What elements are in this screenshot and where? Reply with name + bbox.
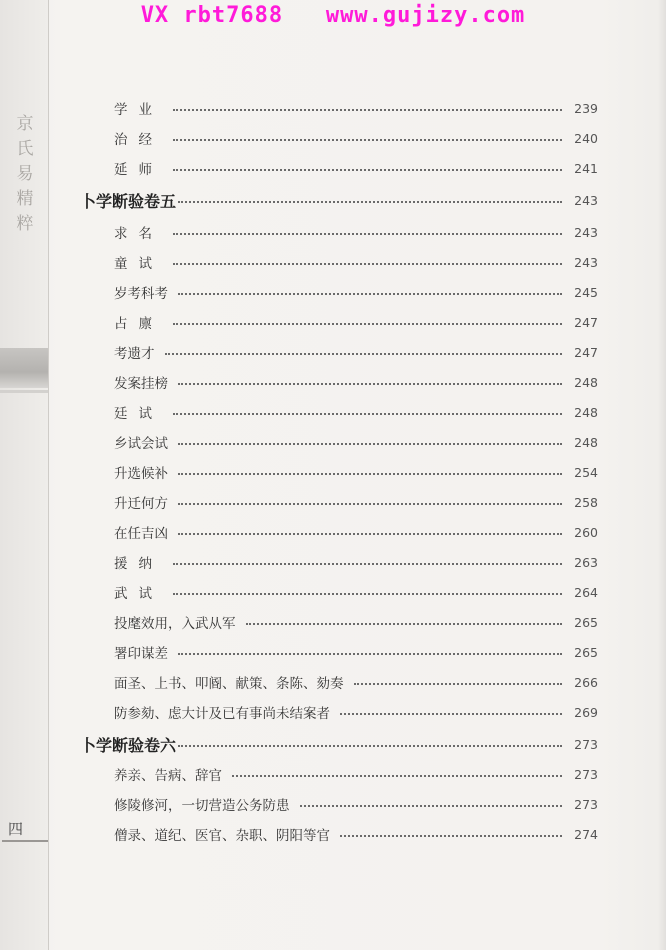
toc-entry-title: 升选候补	[114, 466, 168, 482]
toc-entry-page-number: 269	[574, 704, 598, 720]
watermark-text: VX rbt7688 www.gujizy.com	[140, 3, 526, 28]
toc-entry-page-number: 240	[574, 130, 598, 146]
toc-entry-title: 修陵修河，一切营造公务防患	[114, 798, 290, 814]
toc-entry	[114, 522, 598, 542]
toc-entry-title: 乡试会试	[114, 436, 168, 452]
book-title-char: 易	[16, 164, 34, 184]
toc-entry	[114, 764, 598, 784]
toc-section-heading	[80, 734, 598, 754]
dot-leader	[178, 533, 562, 535]
toc-entry-title: 童试	[114, 256, 163, 272]
toc-entry-title: 署印谋差	[114, 646, 168, 662]
toc-entry	[114, 372, 598, 392]
toc-entry-title: 卜学断验卷六	[80, 735, 177, 755]
toc-entry-title: 卜学断验卷五	[80, 191, 177, 211]
book-title-char: 粹	[16, 214, 34, 234]
toc-entry	[114, 462, 598, 482]
dot-leader	[232, 775, 562, 777]
dot-leader	[340, 835, 562, 837]
toc-entry-title: 投麾效用，入武从军	[114, 616, 236, 632]
toc-entry-page-number: 248	[574, 404, 598, 420]
dot-leader	[173, 263, 562, 265]
toc-entry	[114, 582, 598, 602]
toc-entry-title: 岁考科考	[114, 286, 168, 302]
book-title-char: 精	[16, 189, 34, 209]
toc-entry	[114, 128, 598, 148]
toc-entry-page-number: 248	[574, 434, 598, 450]
toc-entry-page-number: 241	[574, 160, 598, 176]
toc-entry-page-number: 245	[574, 284, 598, 300]
toc-entry-page-number: 247	[574, 344, 598, 360]
page-number: 四	[8, 820, 24, 838]
toc-entry-page-number: 258	[574, 494, 598, 510]
dot-leader	[173, 109, 562, 111]
toc-entry-title: 考遗才	[114, 346, 155, 362]
dot-leader	[178, 503, 562, 505]
toc-entry-title: 僧录、道纪、医官、杂职、阴阳等官	[114, 828, 330, 844]
toc-entry-title: 治经	[114, 132, 163, 148]
toc-entry-title: 武试	[114, 586, 163, 602]
toc-entry-page-number: 274	[574, 826, 598, 842]
toc-entry	[114, 642, 598, 662]
toc-entry-page-number: 263	[574, 554, 598, 570]
toc-entry	[114, 222, 598, 242]
dot-leader	[178, 383, 562, 385]
toc-entry-page-number: 243	[574, 192, 598, 208]
dot-leader	[173, 593, 562, 595]
toc-entry-page-number: 265	[574, 614, 598, 630]
toc-entry-title: 学业	[114, 102, 163, 118]
toc-entry	[114, 158, 598, 178]
toc-entry	[114, 612, 598, 632]
toc-entry	[114, 672, 598, 692]
toc-entry-title: 延师	[114, 162, 163, 178]
book-title-char: 京	[16, 114, 34, 134]
toc-entry	[114, 492, 598, 512]
dot-leader	[246, 623, 563, 625]
toc-entry-title: 防参劾、虑大计及已有事尚未结案者	[114, 706, 330, 722]
toc-entry	[114, 98, 598, 118]
toc-entry	[114, 342, 598, 362]
page-edge-shadow	[658, 0, 666, 950]
toc-entry-page-number: 273	[574, 736, 598, 752]
toc-entry-page-number: 247	[574, 314, 598, 330]
dot-leader	[173, 233, 562, 235]
toc-entry	[114, 552, 598, 572]
dot-leader	[340, 713, 562, 715]
toc-entry-page-number: 266	[574, 674, 598, 690]
dot-leader	[178, 745, 562, 747]
toc-entry-title: 在任吉凶	[114, 526, 168, 542]
toc-entry-title: 养亲、告病、辞官	[114, 768, 222, 784]
dot-leader	[178, 293, 562, 295]
toc-entry-title: 求名	[114, 226, 163, 242]
toc-section-heading	[80, 190, 598, 210]
toc-entry-title: 廷试	[114, 406, 163, 422]
dot-leader	[173, 563, 562, 565]
toc-entry-title: 援纳	[114, 556, 163, 572]
toc-entry	[114, 282, 598, 302]
toc-entry-title: 升迁何方	[114, 496, 168, 512]
toc-entry	[114, 702, 598, 722]
dot-leader	[178, 473, 562, 475]
dot-leader	[173, 169, 562, 171]
toc-entry	[114, 432, 598, 452]
toc-entry	[114, 252, 598, 272]
toc-entry-page-number: 264	[574, 584, 598, 600]
toc-entry-page-number: 243	[574, 254, 598, 270]
toc-entry-page-number: 243	[574, 224, 598, 240]
dot-leader	[354, 683, 563, 685]
toc-entry-page-number: 265	[574, 644, 598, 660]
book-title-char: 氏	[16, 139, 34, 159]
toc-entry	[114, 312, 598, 332]
dot-leader	[300, 805, 563, 807]
toc-entry-title: 占廪	[114, 316, 163, 332]
toc-entry	[114, 824, 598, 844]
dot-leader	[165, 353, 563, 355]
dot-leader	[173, 139, 562, 141]
toc-entry-page-number: 239	[574, 100, 598, 116]
toc-entry-title: 发案挂榜	[114, 376, 168, 392]
dot-leader	[173, 323, 562, 325]
toc-entry-page-number: 273	[574, 796, 598, 812]
toc-entry	[114, 794, 598, 814]
toc-entry-page-number: 260	[574, 524, 598, 540]
toc-entry-page-number: 248	[574, 374, 598, 390]
dot-leader	[178, 443, 562, 445]
toc-entry	[114, 402, 598, 422]
dot-leader	[178, 653, 562, 655]
toc-entry-page-number: 273	[574, 766, 598, 782]
dot-leader	[173, 413, 562, 415]
toc-entry-title: 面圣、上书、叩阍、献策、条陈、劾奏	[114, 676, 344, 692]
toc-entry-page-number: 254	[574, 464, 598, 480]
dot-leader	[178, 201, 562, 203]
